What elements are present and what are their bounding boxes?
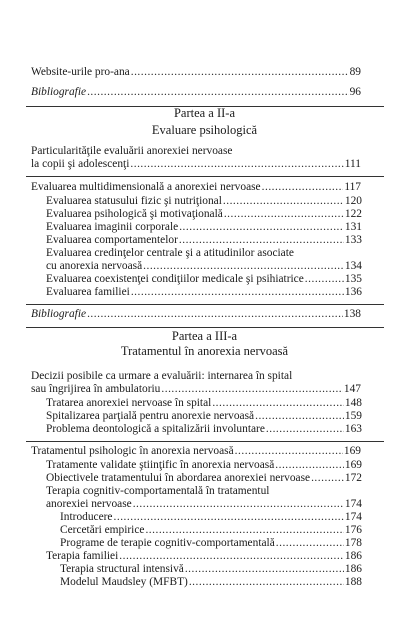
toc-entry-title-line2: la copii şi adolescenţi bbox=[31, 158, 130, 170]
dot-leader bbox=[161, 383, 343, 396]
dot-leader bbox=[131, 66, 349, 79]
toc-entry-page: 174 bbox=[344, 511, 362, 523]
dot-leader bbox=[266, 423, 344, 436]
dot-leader bbox=[212, 397, 344, 410]
dot-leader bbox=[255, 410, 344, 423]
toc-subsubentry bbox=[60, 524, 362, 537]
dot-leader bbox=[262, 181, 344, 194]
toc-subentry bbox=[46, 459, 362, 472]
toc-entry-title: Obiectivele tratamentului în abordarea anorexiei nervoase bbox=[46, 472, 311, 484]
toc-entry bbox=[31, 158, 361, 171]
toc-entry-title: Evaluarea coexistenţei condiţiilor medicale şi psihiatrice bbox=[46, 273, 304, 285]
toc-subsubentry bbox=[60, 563, 362, 576]
dot-leader bbox=[224, 208, 344, 221]
toc-subsubentry bbox=[60, 537, 362, 550]
toc-subentry bbox=[46, 273, 362, 286]
toc-entry-page: 138 bbox=[343, 308, 361, 320]
toc-entry bbox=[31, 308, 361, 321]
toc-entry-page: 122 bbox=[344, 208, 362, 220]
toc-subsubentry bbox=[60, 576, 362, 589]
toc-entry-page: 148 bbox=[344, 397, 362, 409]
divider bbox=[26, 304, 384, 305]
toc-entry-page: 96 bbox=[349, 86, 361, 98]
toc-entry-title: Website-urile pro-ana bbox=[31, 66, 130, 78]
dot-leader bbox=[179, 234, 344, 247]
toc-entry bbox=[31, 445, 361, 458]
toc-subentry bbox=[46, 498, 362, 511]
toc-entry bbox=[31, 86, 361, 99]
dot-leader bbox=[189, 576, 344, 589]
toc-entry-title: Evaluarea statusului fizic şi nutriţional bbox=[46, 195, 222, 207]
toc-subentry bbox=[46, 397, 362, 410]
divider bbox=[26, 176, 384, 177]
dot-leader bbox=[87, 308, 343, 321]
toc-subentry bbox=[46, 286, 362, 299]
toc-entry-title: Modelul Maudsley (MFBT) bbox=[60, 576, 188, 588]
toc-subentry bbox=[46, 423, 362, 436]
dot-leader bbox=[235, 445, 343, 458]
toc-entry-title: Spitalizarea parţială pentru anorexie nervoasă bbox=[46, 410, 255, 422]
part-heading: Partea a III-a bbox=[171, 329, 238, 343]
dot-leader bbox=[275, 459, 344, 472]
toc-entry-title-line1: Evaluarea credinţelor centrale şi a atitudinilor asociate bbox=[46, 247, 294, 259]
toc-subentry bbox=[46, 221, 362, 234]
toc-entry-title-line1: Decizii posibile ca urmare a evaluării: internarea în spital bbox=[31, 370, 293, 382]
dot-leader bbox=[223, 195, 344, 208]
toc-entry-page: 135 bbox=[344, 273, 362, 285]
toc-entry-page: 134 bbox=[344, 260, 362, 272]
part-subheading: Evaluare psihologică bbox=[151, 123, 258, 137]
toc-entry-title: Tratamentul psihologic în anorexia nervoasă bbox=[31, 445, 234, 457]
toc-entry-title: Programe de terapie cognitiv-comportamentală bbox=[60, 537, 275, 549]
toc-entry-page: 136 bbox=[344, 286, 362, 298]
dot-leader bbox=[145, 524, 343, 537]
toc-subentry bbox=[46, 234, 362, 247]
dot-leader bbox=[143, 260, 344, 273]
toc-entry-page: 147 bbox=[343, 383, 361, 395]
dot-leader bbox=[185, 563, 344, 576]
dot-leader bbox=[131, 286, 344, 299]
toc-entry-title: Evaluarea imaginii corporale bbox=[46, 221, 179, 233]
toc-entry-title-line2: cu anorexia nervoasă bbox=[46, 260, 143, 272]
toc-entry-title: Evaluarea psihologică şi motivaţională bbox=[46, 208, 223, 220]
toc-entry-page: 89 bbox=[349, 66, 361, 78]
toc-entry-title: Evaluarea comportamentelor bbox=[46, 234, 178, 246]
toc-entry bbox=[31, 383, 361, 396]
toc-entry bbox=[31, 181, 361, 194]
part-heading: Partea a II-a bbox=[173, 106, 236, 120]
toc-entry-page: 169 bbox=[344, 459, 362, 471]
dot-leader bbox=[276, 537, 344, 550]
divider bbox=[26, 441, 384, 442]
dot-leader bbox=[305, 273, 344, 286]
dot-leader bbox=[133, 498, 344, 511]
toc-entry-title: Evaluarea familiei bbox=[46, 286, 130, 298]
dot-leader bbox=[311, 472, 344, 485]
toc-entry-page: 163 bbox=[344, 423, 362, 435]
toc-entry-page: 172 bbox=[344, 472, 362, 484]
toc-entry bbox=[31, 66, 361, 79]
toc-entry-page: 176 bbox=[344, 524, 362, 536]
toc-entry-page: 169 bbox=[343, 445, 361, 457]
dot-leader bbox=[119, 550, 344, 563]
toc-subentry bbox=[46, 208, 362, 221]
toc-entry-title: Tratarea anorexiei nervoase în spital bbox=[46, 397, 212, 409]
toc-entry-page: 133 bbox=[344, 234, 362, 246]
toc-entry-title: Bibliografie bbox=[31, 308, 87, 320]
toc-entry-title-line2: sau îngrijirea în ambulatoriu bbox=[31, 383, 161, 395]
toc-entry-page: 120 bbox=[344, 195, 362, 207]
dot-leader bbox=[130, 158, 343, 171]
toc-entry-title: Terapia structural intensivă bbox=[60, 563, 184, 575]
toc-entry-page: 174 bbox=[344, 498, 362, 510]
toc-subentry bbox=[46, 260, 362, 273]
dot-leader bbox=[179, 221, 344, 234]
part-subheading: Tratamentul în anorexia nervoasă bbox=[120, 344, 289, 358]
toc-entry-page: 186 bbox=[344, 550, 362, 562]
toc-entry-title-line2: anorexiei nervoase bbox=[46, 498, 132, 510]
toc-entry-title: Terapia familiei bbox=[46, 550, 119, 562]
toc-entry-page: 178 bbox=[344, 537, 362, 549]
dot-leader bbox=[87, 86, 349, 99]
toc-entry-page: 188 bbox=[344, 576, 362, 588]
toc-subentry bbox=[46, 550, 362, 563]
toc-entry-page: 111 bbox=[344, 158, 361, 170]
toc-entry-title: Bibliografie bbox=[31, 86, 87, 98]
toc-entry-title-line1: Terapia cognitiv-comportamentală în tratamentul bbox=[46, 485, 270, 497]
divider bbox=[26, 327, 384, 328]
toc-entry-page: 131 bbox=[344, 221, 362, 233]
toc-entry-page: 186 bbox=[344, 563, 362, 575]
toc-entry-title: Tratamente validate ştiinţific în anorexia nervoasă bbox=[46, 459, 275, 471]
toc-entry-page: 117 bbox=[344, 181, 361, 193]
toc-entry-title: Introducere bbox=[60, 511, 113, 523]
toc-entry-title-line1: Particularităţile evaluării anorexiei nervoase bbox=[31, 145, 233, 157]
toc-entry-page: 159 bbox=[344, 410, 362, 422]
toc-subentry bbox=[46, 410, 362, 423]
toc-subentry bbox=[46, 472, 362, 485]
toc-entry-title: Cercetări empirice bbox=[60, 524, 145, 536]
dot-leader bbox=[114, 511, 344, 524]
toc-subentry bbox=[46, 195, 362, 208]
toc-entry-title: Evaluarea multidimensională a anorexiei nervoase bbox=[31, 181, 261, 193]
toc-subsubentry bbox=[60, 511, 362, 524]
toc-entry-title: Problema deontologică a spitalizării involuntare bbox=[46, 423, 265, 435]
